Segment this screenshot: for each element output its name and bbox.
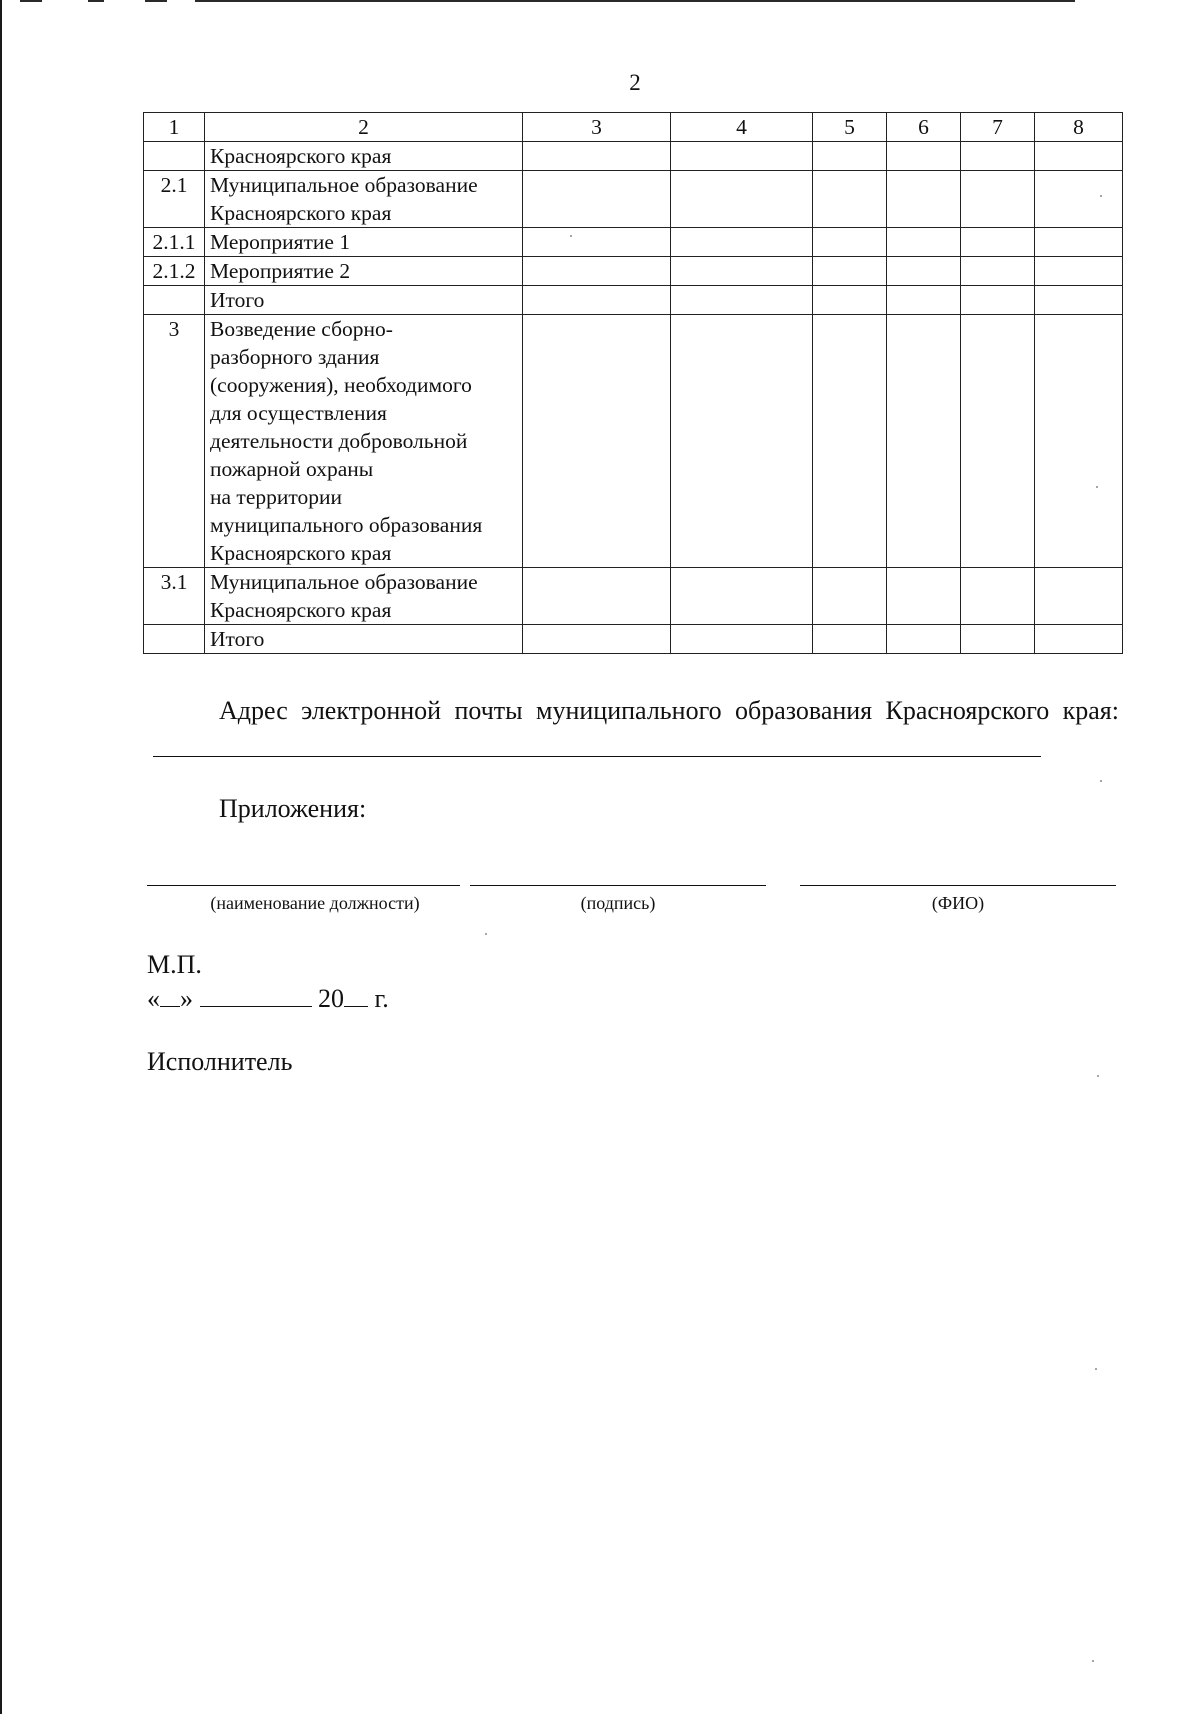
date-open-quote: «: [147, 984, 160, 1013]
year-blank[interactable]: [344, 984, 368, 1007]
position-line[interactable]: [147, 885, 460, 886]
scan-artifact: [195, 0, 1075, 2]
position-caption: (наименование должности): [210, 893, 420, 913]
year-suffix: г.: [374, 984, 389, 1013]
row-number: [144, 142, 205, 171]
day-blank[interactable]: [160, 984, 180, 1007]
value-cell[interactable]: [523, 171, 671, 228]
value-cell[interactable]: [1035, 625, 1123, 654]
name-caption: (ФИО): [931, 893, 985, 913]
row-number: 3: [144, 315, 205, 568]
value-cell[interactable]: [523, 315, 671, 568]
executor-label: Исполнитель: [147, 1047, 293, 1076]
email-input-line[interactable]: [153, 730, 1041, 757]
scan-artifact: [20, 0, 42, 2]
column-header: 2: [205, 113, 523, 142]
value-cell[interactable]: [887, 286, 961, 315]
value-cell[interactable]: [671, 568, 813, 625]
value-cell[interactable]: [961, 625, 1035, 654]
row-name: Красноярского края: [205, 142, 523, 171]
value-cell[interactable]: [813, 315, 887, 568]
column-header: 6: [887, 113, 961, 142]
row-number: 3.1: [144, 568, 205, 625]
scan-speck: [485, 933, 487, 935]
value-cell[interactable]: [813, 286, 887, 315]
value-cell[interactable]: [1035, 257, 1123, 286]
scan-speck: [1096, 486, 1098, 488]
scan-speck: [570, 235, 572, 237]
value-cell[interactable]: [813, 568, 887, 625]
attachments-label: Приложения:: [219, 794, 367, 823]
scan-artifact: [88, 0, 104, 2]
value-cell[interactable]: [523, 257, 671, 286]
email-address-block: [147, 692, 1119, 768]
column-header: 1: [144, 113, 205, 142]
value-cell[interactable]: [671, 142, 813, 171]
value-cell[interactable]: [961, 228, 1035, 257]
date-close-quote: »: [180, 984, 193, 1013]
table-row: [144, 315, 1123, 568]
value-cell[interactable]: [523, 228, 671, 257]
value-cell[interactable]: [813, 257, 887, 286]
table-header-row: [144, 113, 1123, 142]
table-row: [144, 142, 1123, 171]
row-name: Итого: [205, 286, 523, 315]
table-row: [144, 171, 1123, 228]
scan-speck: [1100, 780, 1102, 782]
value-cell[interactable]: [671, 286, 813, 315]
value-cell[interactable]: [961, 568, 1035, 625]
table-row: [144, 257, 1123, 286]
value-cell[interactable]: [887, 625, 961, 654]
value-cell[interactable]: [523, 142, 671, 171]
row-name: Мероприятие 2: [205, 257, 523, 286]
row-number: [144, 625, 205, 654]
value-cell[interactable]: [813, 142, 887, 171]
date-line: [147, 984, 389, 1014]
signature-line[interactable]: [470, 885, 766, 886]
column-header: 5: [813, 113, 887, 142]
value-cell[interactable]: [887, 257, 961, 286]
value-cell[interactable]: [523, 625, 671, 654]
value-cell[interactable]: [813, 625, 887, 654]
row-name: Возведение сборно- разборного здания (сооружения), необходимого для осуществления деятельности добровольной пожарной охраны на территории муниципального образования Красноярского края: [205, 315, 523, 568]
value-cell[interactable]: [1035, 228, 1123, 257]
table-row: [144, 286, 1123, 315]
column-header: 3: [523, 113, 671, 142]
value-cell[interactable]: [671, 257, 813, 286]
value-cell[interactable]: [1035, 568, 1123, 625]
value-cell[interactable]: [671, 228, 813, 257]
row-name: Муниципальное образование Красноярского края: [205, 171, 523, 228]
value-cell[interactable]: [887, 171, 961, 228]
value-cell[interactable]: [961, 257, 1035, 286]
scan-speck: [1097, 1075, 1099, 1077]
scan-speck: [1100, 195, 1102, 197]
value-cell[interactable]: [961, 286, 1035, 315]
value-cell[interactable]: [887, 568, 961, 625]
value-cell[interactable]: [523, 568, 671, 625]
scan-artifact: [145, 0, 167, 2]
value-cell[interactable]: [1035, 286, 1123, 315]
column-header: 8: [1035, 113, 1123, 142]
page-number: 2: [629, 70, 641, 95]
email-label: Адрес электронной почты муниципального образования Красноярского края:: [219, 696, 1119, 725]
value-cell[interactable]: [671, 315, 813, 568]
value-cell[interactable]: [671, 171, 813, 228]
row-number: 2.1.1: [144, 228, 205, 257]
value-cell[interactable]: [961, 171, 1035, 228]
value-cell[interactable]: [1035, 315, 1123, 568]
row-name: Муниципальное образование Красноярского края: [205, 568, 523, 625]
column-header: 7: [961, 113, 1035, 142]
scan-edge: [0, 0, 2, 1714]
scan-speck: [1092, 1660, 1094, 1662]
table-body: [144, 142, 1123, 654]
name-line[interactable]: [800, 885, 1116, 886]
value-cell[interactable]: [1035, 142, 1123, 171]
value-cell[interactable]: [961, 142, 1035, 171]
signature-caption: (подпись): [580, 893, 656, 913]
value-cell[interactable]: [813, 228, 887, 257]
value-cell[interactable]: [523, 286, 671, 315]
report-table: [143, 112, 1123, 654]
row-name: Мероприятие 1: [205, 228, 523, 257]
table-row: [144, 625, 1123, 654]
value-cell[interactable]: [887, 228, 961, 257]
stamp-label: М.П.: [147, 950, 202, 979]
value-cell[interactable]: [1035, 171, 1123, 228]
value-cell[interactable]: [813, 171, 887, 228]
value-cell[interactable]: [887, 315, 961, 568]
row-name: Итого: [205, 625, 523, 654]
column-header: 4: [671, 113, 813, 142]
value-cell[interactable]: [887, 142, 961, 171]
row-number: [144, 286, 205, 315]
value-cell[interactable]: [961, 315, 1035, 568]
table-row: [144, 228, 1123, 257]
scan-speck: [1095, 1368, 1097, 1370]
year-prefix: 20: [318, 984, 344, 1013]
row-number: 2.1: [144, 171, 205, 228]
row-number: 2.1.2: [144, 257, 205, 286]
value-cell[interactable]: [671, 625, 813, 654]
month-blank[interactable]: [200, 984, 312, 1007]
table-row: [144, 568, 1123, 625]
